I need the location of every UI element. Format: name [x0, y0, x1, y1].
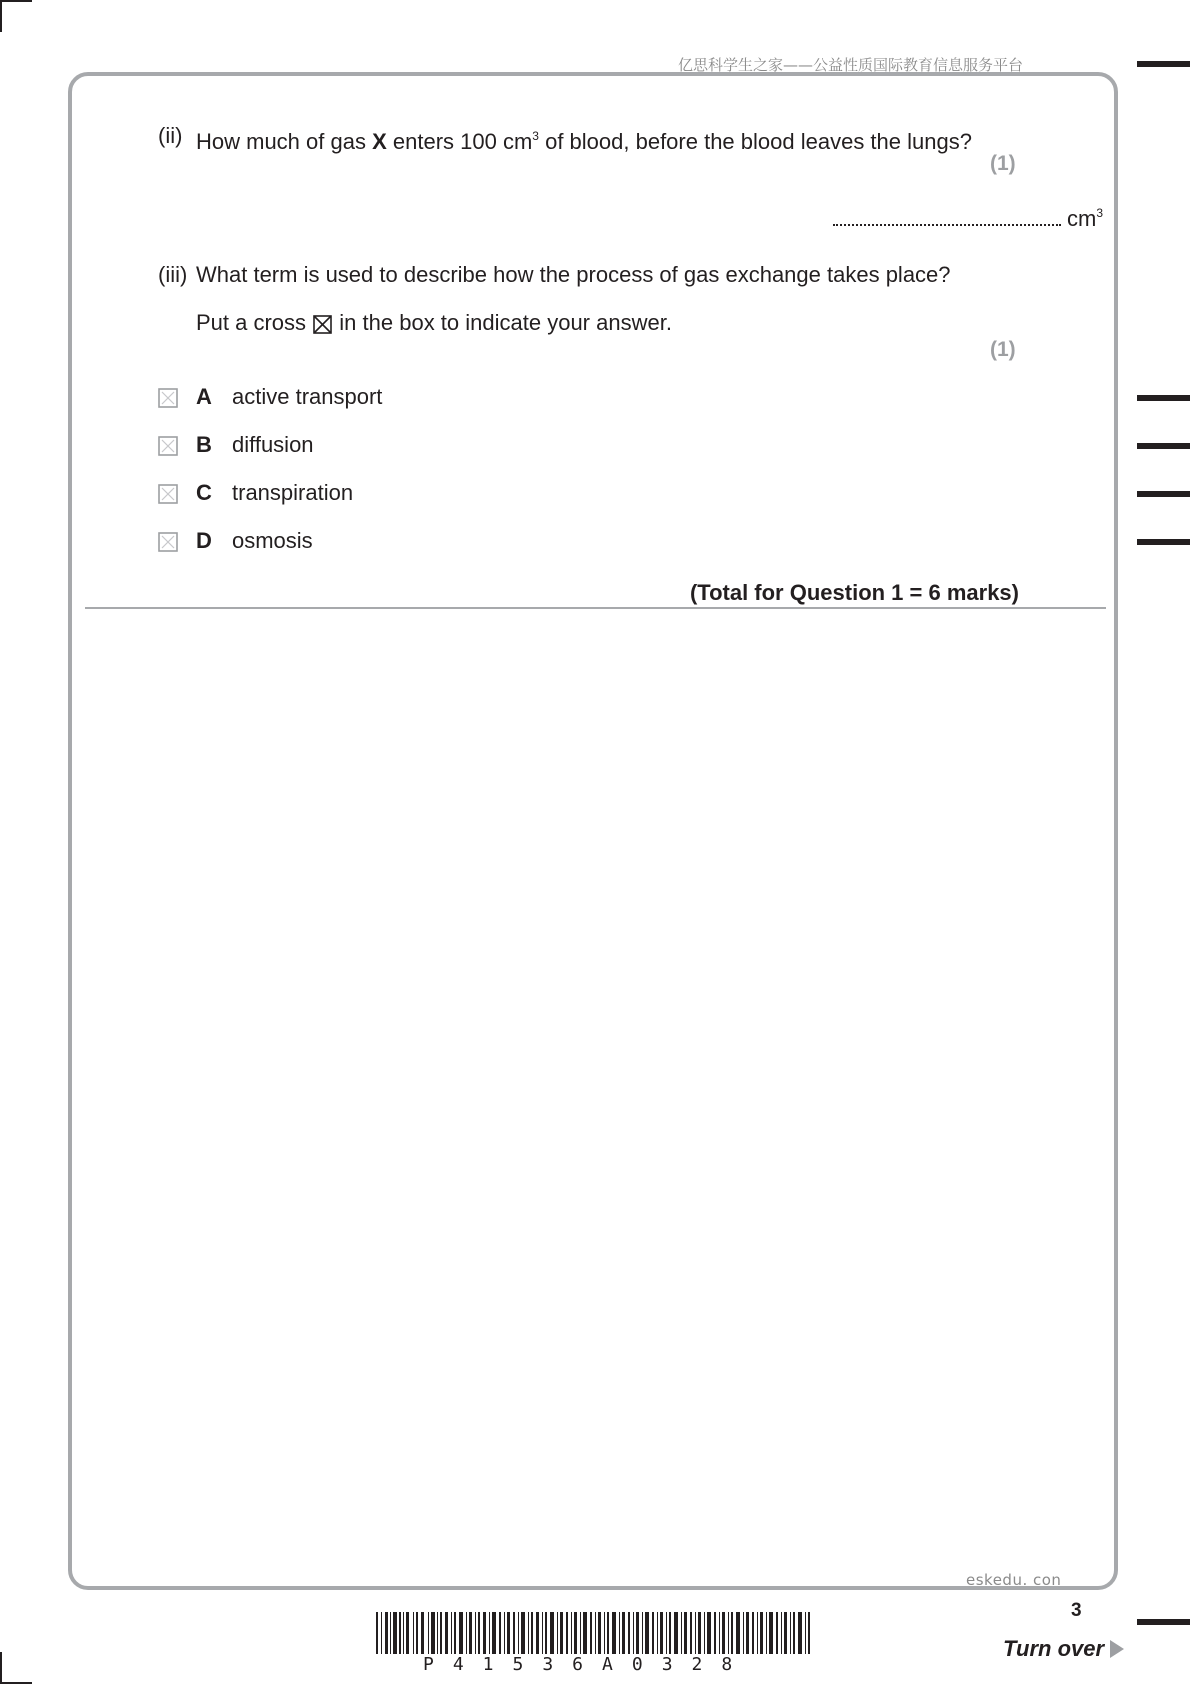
arrow-right-icon	[1110, 1640, 1124, 1658]
page-frame	[68, 72, 1118, 1590]
question-iii-instruction	[196, 310, 672, 336]
answer-line[interactable]	[833, 224, 1061, 226]
option-b-checkbox[interactable]	[158, 436, 178, 456]
option-a-letter: A	[196, 384, 212, 409]
instruction-after: in the box to indicate your answer.	[339, 310, 672, 335]
barcode	[376, 1612, 810, 1654]
option-a-text: active transport	[232, 384, 383, 409]
option-c-letter: C	[196, 480, 212, 505]
crop-mark-top-left-v	[0, 0, 2, 32]
footer-watermark: eskedu. con	[966, 1571, 1062, 1589]
side-bar	[1137, 491, 1190, 497]
side-bar	[1137, 443, 1190, 449]
question-ii-marks: (1)	[990, 152, 1016, 175]
question-ii-text-after: of blood, before the blood leaves the lungs?	[538, 129, 972, 154]
side-bar	[1137, 61, 1190, 67]
turn-over-label: Turn over	[1003, 1636, 1105, 1661]
crossed-box-icon	[313, 315, 332, 334]
question-ii-text	[196, 123, 972, 155]
question-iii-marks: (1)	[990, 338, 1016, 361]
option-c-checkbox[interactable]	[158, 484, 178, 504]
side-bar	[1137, 539, 1190, 545]
option-d-text: osmosis	[232, 528, 313, 553]
option-d-checkbox[interactable]	[158, 532, 178, 552]
option-d-letter: D	[196, 528, 212, 553]
crop-mark-bottom-left-v	[0, 1652, 2, 1684]
answer-unit-sup: 3	[1096, 206, 1104, 220]
barcode-text: P41536A0328	[423, 1654, 752, 1675]
question-iii-number: (iii)	[158, 262, 188, 287]
option-a-checkbox[interactable]	[158, 388, 178, 408]
crop-mark-top-left-h	[0, 0, 32, 2]
section-divider	[85, 607, 1106, 609]
option-b-letter: B	[196, 432, 212, 457]
side-bar	[1137, 1619, 1190, 1625]
page-number: 3	[1071, 1600, 1082, 1621]
question-ii-number: (ii)	[158, 123, 183, 148]
answer-unit-text: cm	[1067, 206, 1097, 231]
question-total: (Total for Question 1 = 6 marks)	[689, 580, 1019, 605]
question-ii-gas: X	[372, 129, 387, 154]
instruction-before: Put a cross	[196, 310, 307, 335]
side-bar	[1137, 395, 1190, 401]
question-ii-text-mid: enters 100 cm	[386, 129, 533, 154]
answer-unit	[1067, 206, 1103, 232]
question-ii-text-before: How much of gas	[196, 129, 373, 154]
option-b-text: diffusion	[232, 432, 314, 457]
option-c-text: transpiration	[232, 480, 354, 505]
header-watermark: 亿思科学生之家——公益性质国际教育信息服务平台	[678, 56, 1024, 74]
question-ii-superscript: 3	[532, 129, 539, 143]
question-iii-text: What term is used to describe how the process of gas exchange takes place?	[196, 262, 951, 287]
